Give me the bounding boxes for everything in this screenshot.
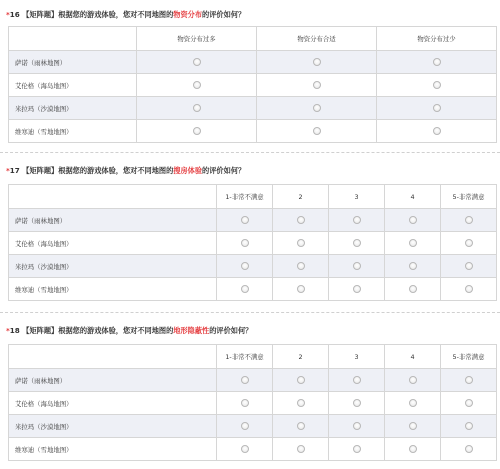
radio-button[interactable] xyxy=(353,422,361,430)
radio-cell[interactable] xyxy=(217,415,273,438)
radio-cell[interactable] xyxy=(329,278,385,301)
radio-button[interactable] xyxy=(241,285,249,293)
radio-button[interactable] xyxy=(465,422,473,430)
radio-button[interactable] xyxy=(193,81,201,89)
row-label: 维寒迪（雪地地图） xyxy=(9,438,217,461)
radio-cell[interactable] xyxy=(441,438,497,461)
column-header: 2 xyxy=(273,185,329,209)
radio-button[interactable] xyxy=(313,81,321,89)
radio-button[interactable] xyxy=(409,239,417,247)
column-header: 5-非常满意 xyxy=(441,345,497,369)
radio-button[interactable] xyxy=(433,58,441,66)
question-tag: 【矩阵题】 xyxy=(22,166,59,175)
radio-cell[interactable] xyxy=(441,415,497,438)
radio-button[interactable] xyxy=(241,399,249,407)
column-header: 物资分布合适 xyxy=(257,27,377,51)
radio-button[interactable] xyxy=(297,285,305,293)
radio-cell[interactable] xyxy=(257,74,377,97)
question-prefix: 根据您的游戏体验，您对不同地图的 xyxy=(58,166,174,175)
radio-cell[interactable] xyxy=(137,74,257,97)
table-row xyxy=(9,232,497,255)
radio-cell[interactable] xyxy=(217,255,273,278)
question-suffix: 的评价如何？ xyxy=(202,10,246,19)
radio-button[interactable] xyxy=(465,239,473,247)
question-17-title xyxy=(6,166,245,176)
question-number: 16 xyxy=(9,10,20,19)
radio-button[interactable] xyxy=(465,445,473,453)
table-row xyxy=(9,278,497,301)
table-row xyxy=(9,120,497,143)
radio-cell[interactable] xyxy=(377,51,497,74)
radio-cell[interactable] xyxy=(137,120,257,143)
radio-button[interactable] xyxy=(297,445,305,453)
row-label: 米拉玛（沙漠地图） xyxy=(9,97,137,120)
radio-cell[interactable] xyxy=(385,209,441,232)
required-star: * xyxy=(6,166,10,175)
radio-button[interactable] xyxy=(297,239,305,247)
radio-button[interactable] xyxy=(353,216,361,224)
required-star: * xyxy=(6,326,10,335)
radio-cell[interactable] xyxy=(257,120,377,143)
header-row xyxy=(9,27,497,51)
question-tag: 【矩阵题】 xyxy=(22,326,59,335)
radio-cell[interactable] xyxy=(385,278,441,301)
radio-cell[interactable] xyxy=(441,209,497,232)
column-header: 3 xyxy=(329,345,385,369)
radio-cell[interactable] xyxy=(257,97,377,120)
radio-cell[interactable] xyxy=(377,97,497,120)
row-label: 米拉玛（沙漠地图） xyxy=(9,415,217,438)
radio-button[interactable] xyxy=(465,399,473,407)
row-label: 萨诺（雨林地图） xyxy=(9,209,217,232)
table-row xyxy=(9,392,497,415)
table-row xyxy=(9,97,497,120)
column-header: 4 xyxy=(385,185,441,209)
radio-cell[interactable] xyxy=(273,278,329,301)
matrix-table-17 xyxy=(8,184,497,301)
header-row xyxy=(9,185,497,209)
question-keyword: 搜房体验 xyxy=(173,166,203,175)
column-header: 1-非常不满意 xyxy=(217,345,273,369)
radio-button[interactable] xyxy=(297,422,305,430)
row-label: 维寒迪（雪地地图） xyxy=(9,278,217,301)
question-suffix: 的评价如何？ xyxy=(209,326,253,335)
radio-button[interactable] xyxy=(241,239,249,247)
matrix-table-16 xyxy=(8,26,497,143)
radio-cell[interactable] xyxy=(137,51,257,74)
radio-cell[interactable] xyxy=(217,369,273,392)
radio-button[interactable] xyxy=(465,376,473,384)
radio-button[interactable] xyxy=(433,81,441,89)
radio-cell[interactable] xyxy=(217,209,273,232)
corner-cell xyxy=(9,27,137,51)
radio-button[interactable] xyxy=(409,422,417,430)
table-row xyxy=(9,74,497,97)
table-row xyxy=(9,369,497,392)
radio-cell[interactable] xyxy=(273,232,329,255)
radio-cell[interactable] xyxy=(329,255,385,278)
radio-button[interactable] xyxy=(313,104,321,112)
radio-cell[interactable] xyxy=(329,392,385,415)
row-label: 米拉玛（沙漠地图） xyxy=(9,255,217,278)
radio-button[interactable] xyxy=(297,262,305,270)
radio-button[interactable] xyxy=(241,216,249,224)
radio-button[interactable] xyxy=(465,285,473,293)
question-18-title xyxy=(6,326,252,336)
radio-button[interactable] xyxy=(353,239,361,247)
radio-cell[interactable] xyxy=(257,51,377,74)
section-divider xyxy=(0,152,500,153)
radio-cell[interactable] xyxy=(329,369,385,392)
radio-cell[interactable] xyxy=(441,232,497,255)
radio-cell[interactable] xyxy=(441,255,497,278)
radio-cell[interactable] xyxy=(329,209,385,232)
radio-cell[interactable] xyxy=(441,369,497,392)
radio-button[interactable] xyxy=(353,376,361,384)
radio-cell[interactable] xyxy=(385,369,441,392)
radio-cell[interactable] xyxy=(217,392,273,415)
radio-cell[interactable] xyxy=(329,415,385,438)
column-header: 物资分布过多 xyxy=(137,27,257,51)
corner-cell xyxy=(9,185,217,209)
radio-button[interactable] xyxy=(465,216,473,224)
radio-button[interactable] xyxy=(193,127,201,135)
required-star: * xyxy=(6,10,10,19)
radio-cell[interactable] xyxy=(377,120,497,143)
table-row xyxy=(9,415,497,438)
radio-cell[interactable] xyxy=(217,232,273,255)
table-row xyxy=(9,51,497,74)
radio-button[interactable] xyxy=(313,127,321,135)
question-number: 17 xyxy=(9,166,20,175)
row-label: 艾伦格（海岛地图） xyxy=(9,392,217,415)
row-label: 艾伦格（海岛地图） xyxy=(9,74,137,97)
radio-cell[interactable] xyxy=(385,255,441,278)
radio-cell[interactable] xyxy=(217,278,273,301)
column-header: 2 xyxy=(273,345,329,369)
row-label: 维寒迪（雪地地图） xyxy=(9,120,137,143)
radio-button[interactable] xyxy=(409,376,417,384)
question-tag: 【矩阵题】 xyxy=(22,10,59,19)
radio-button[interactable] xyxy=(353,445,361,453)
radio-cell[interactable] xyxy=(273,438,329,461)
question-keyword: 地形隐蔽性 xyxy=(173,326,210,335)
radio-button[interactable] xyxy=(297,399,305,407)
question-suffix: 的评价如何？ xyxy=(202,166,246,175)
radio-button[interactable] xyxy=(353,262,361,270)
radio-cell[interactable] xyxy=(217,438,273,461)
header-row xyxy=(9,345,497,369)
question-keyword: 物资分布 xyxy=(173,10,203,19)
radio-button[interactable] xyxy=(313,58,321,66)
radio-cell[interactable] xyxy=(273,392,329,415)
radio-cell[interactable] xyxy=(273,255,329,278)
radio-button[interactable] xyxy=(241,422,249,430)
table-row xyxy=(9,255,497,278)
row-label: 萨诺（雨林地图） xyxy=(9,369,217,392)
radio-cell[interactable] xyxy=(441,392,497,415)
radio-cell[interactable] xyxy=(385,415,441,438)
row-label: 艾伦格（海岛地图） xyxy=(9,232,217,255)
column-header: 5-非常满意 xyxy=(441,185,497,209)
radio-button[interactable] xyxy=(241,445,249,453)
radio-cell[interactable] xyxy=(273,209,329,232)
table-row xyxy=(9,209,497,232)
table-row xyxy=(9,438,497,461)
radio-cell[interactable] xyxy=(329,438,385,461)
radio-button[interactable] xyxy=(193,58,201,66)
question-prefix: 根据您的游戏体验，您对不同地图的 xyxy=(58,326,174,335)
radio-button[interactable] xyxy=(409,445,417,453)
section-divider xyxy=(0,312,500,313)
radio-cell[interactable] xyxy=(377,74,497,97)
radio-cell[interactable] xyxy=(273,369,329,392)
radio-cell[interactable] xyxy=(385,438,441,461)
question-number: 18 xyxy=(9,326,20,335)
radio-button[interactable] xyxy=(465,262,473,270)
radio-button[interactable] xyxy=(433,104,441,112)
radio-button[interactable] xyxy=(241,376,249,384)
radio-button[interactable] xyxy=(409,285,417,293)
radio-button[interactable] xyxy=(433,127,441,135)
question-16-title xyxy=(6,10,245,20)
radio-cell[interactable] xyxy=(385,232,441,255)
radio-cell[interactable] xyxy=(441,278,497,301)
matrix-table-18 xyxy=(8,344,497,461)
column-header: 3 xyxy=(329,185,385,209)
column-header: 4 xyxy=(385,345,441,369)
radio-cell[interactable] xyxy=(273,415,329,438)
radio-cell[interactable] xyxy=(329,232,385,255)
column-header: 物资分布过少 xyxy=(377,27,497,51)
radio-button[interactable] xyxy=(409,262,417,270)
radio-cell[interactable] xyxy=(385,392,441,415)
radio-button[interactable] xyxy=(193,104,201,112)
radio-button[interactable] xyxy=(297,376,305,384)
radio-button[interactable] xyxy=(353,399,361,407)
corner-cell xyxy=(9,345,217,369)
column-header: 1-非常不满意 xyxy=(217,185,273,209)
radio-button[interactable] xyxy=(353,285,361,293)
row-label: 萨诺（雨林地图） xyxy=(9,51,137,74)
radio-button[interactable] xyxy=(297,216,305,224)
question-prefix: 根据您的游戏体验，您对不同地图的 xyxy=(58,10,174,19)
radio-button[interactable] xyxy=(409,399,417,407)
radio-button[interactable] xyxy=(409,216,417,224)
radio-button[interactable] xyxy=(241,262,249,270)
radio-cell[interactable] xyxy=(137,97,257,120)
